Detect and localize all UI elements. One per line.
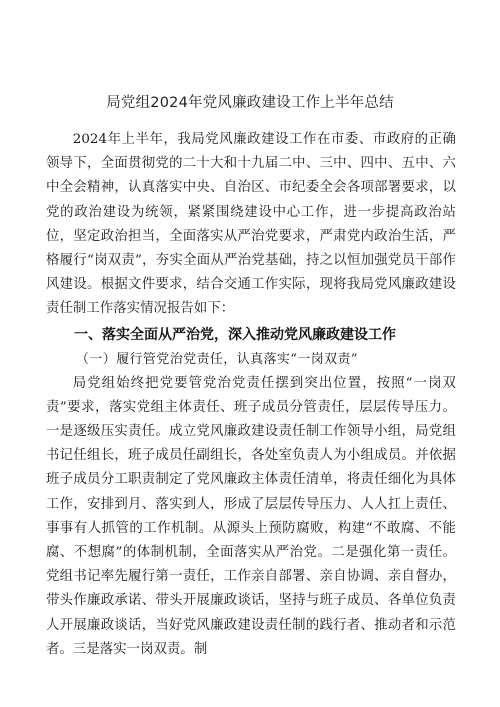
subsection-heading: （一）履行管党治党责任，认真落实“一岗双责”: [75, 351, 358, 367]
document-title: 局党组2024年党风廉政建设工作上半年总结: [106, 95, 394, 111]
intro-paragraph: 2024年上半年，我局党风廉政建设工作在市委、市政府的正确领导下，全面贯彻党的二十大和十九届二中、三中、四中、五中、六中全会精神，认真落实中央、自治区、市纪委全会各项部署要求，以党的政治建设为统领，紧紧围绕建设中心工作，进一步提高政治站位，坚定政治担当，全面落实从严治党要求，严肃党内政治生活，严格履行“岗双责”，夯实全面从严治党基础，持之以恒加强党员干部作风建设。根据文件要求，结合交通工作实际，现将我局党风廉政建设责任制工作落实情况报告如下：: [46, 132, 456, 317]
section-heading: 一、落实全面从严治党，深入推动党风廉政建设工作: [74, 326, 396, 343]
body-paragraph: 局党组始终把党要管党治党责任摆到突出位置，按照“一岗双责”要求，落实党组主体责任、班子成员分管责任，层层传导压力。一是逐级压实责任。成立党风廉政建设责任制工作领导小组，局党组书记任组长，班子成员任副组长，各处室负责人为小组成员。并依据班子成员分工职责制定了党风廉政主体责任清单，将责任细化为具体工作，安排到月、落实到人，形成了层层传导压力、人人扛上责任、事事有人抓管的工作机制。从源头上预防腐败，构建“不敢腐、不能腐、不想腐”的体制机制，全面落实从严治党。二是强化第一责任。党组书记率先履行第一责任，工作亲自部署、亲自协调、亲自督办，带头作廉政承诺、带头开展廉政谈话，坚持与班子成员、各单位负责人开展廉政谈话，当好党风廉政建设责任制的践行者、推动者和示范者。三是落实一岗双责。制: [46, 375, 456, 657]
document-body: [46, 128, 456, 662]
